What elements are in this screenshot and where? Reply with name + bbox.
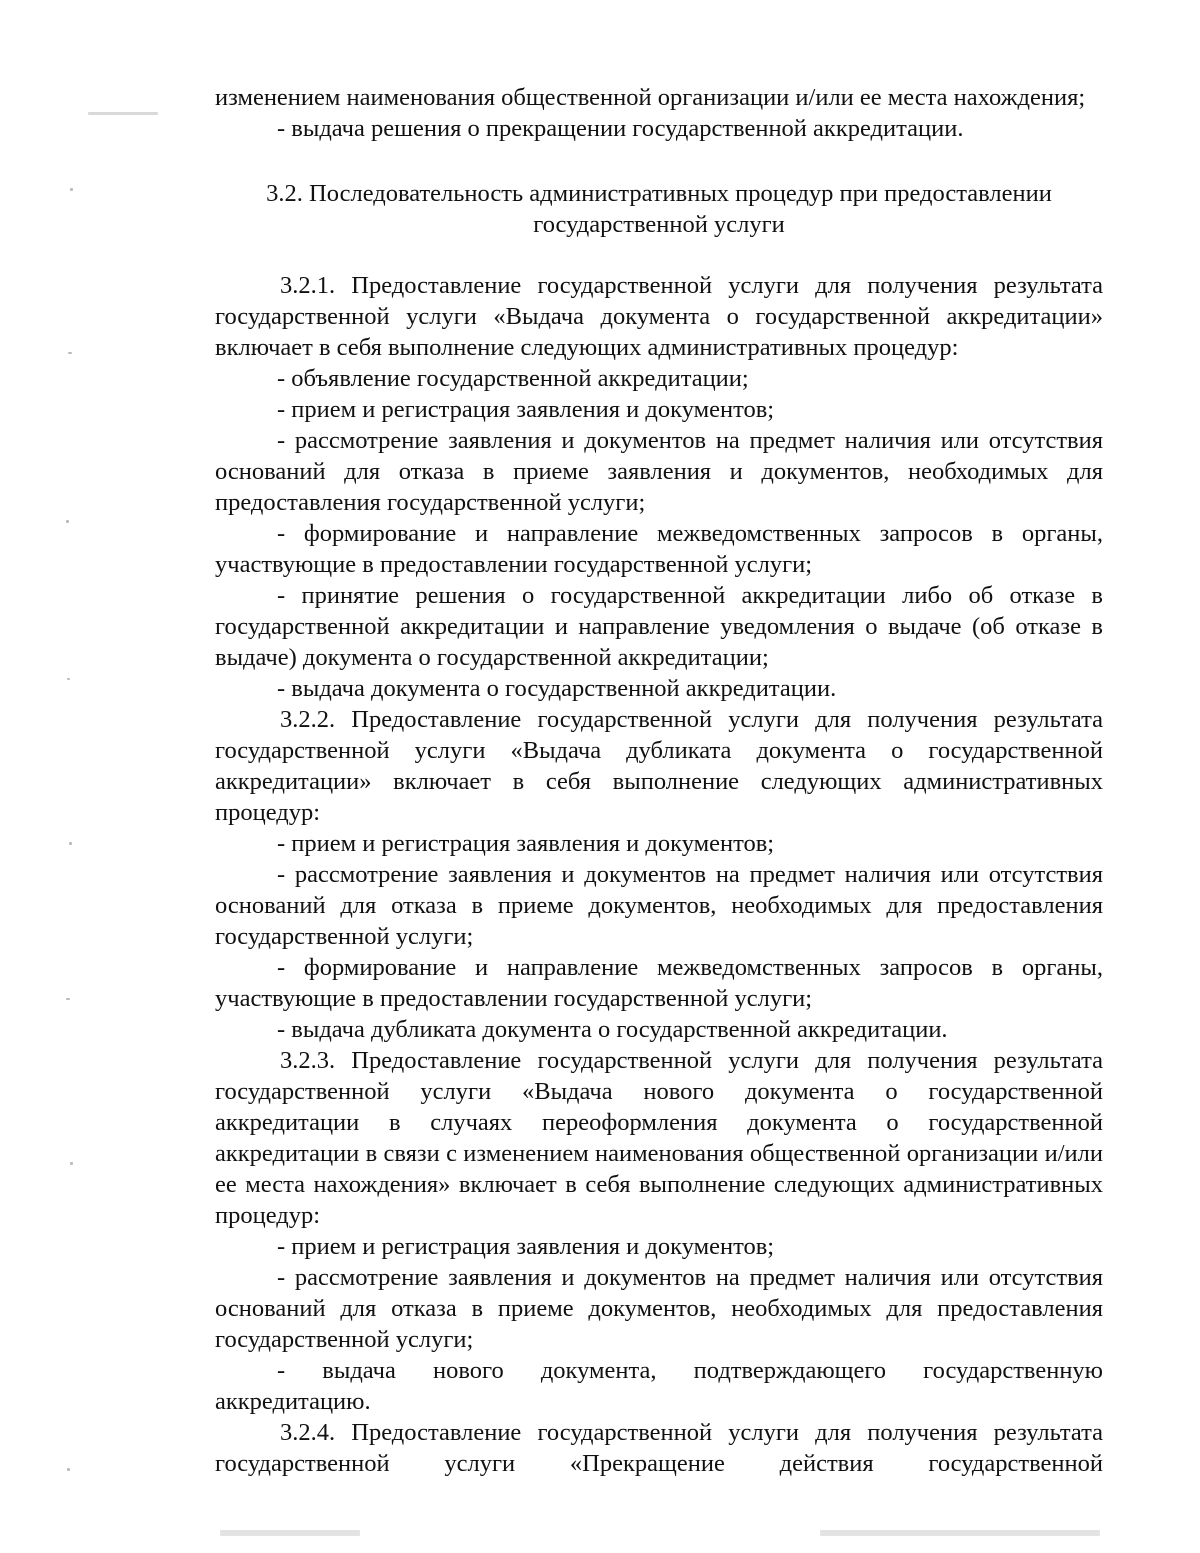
list-item: - выдача решения о прекращении государственной аккредитации. <box>277 115 964 142</box>
scan-speck <box>66 520 69 523</box>
section-heading-line: государственной услуги <box>533 211 785 238</box>
scan-speck <box>68 352 72 354</box>
paragraph-continuation: изменением наименования общественной организации и/или ее места нахождения; <box>215 84 1086 111</box>
scan-speck <box>67 1468 70 1471</box>
paragraph-3-2-3: 3.2.3. Предоставление государственной услуги для получения результата государственной услуги «Выдача нового документа о государственной аккредитации в случаях переоформления документа о государственной аккредитации в связи с изменением наименования общественной организации и/или ее места нахождения» включает в себя выполнение следующих административных процедур: <box>215 1047 1103 1229</box>
list-item: - рассмотрение заявления и документов на предмет наличия или отсутствия оснований для отказа в приеме документов, необходимых для предоставления государственной услуги; <box>215 1264 1103 1353</box>
scan-speck <box>69 842 72 845</box>
list-item: - рассмотрение заявления и документов на предмет наличия или отсутствия оснований для отказа в приеме документов, необходимых для предоставления государственной услуги; <box>215 861 1103 950</box>
list-item: - выдача нового документа, подтверждающего государственную аккредитацию. <box>215 1357 1103 1415</box>
list-item: - выдача дубликата документа о государственной аккредитации. <box>277 1016 948 1043</box>
section-heading-line: 3.2. Последовательность административных процедур при предоставлении <box>266 180 1052 207</box>
list-item: - прием и регистрация заявления и документов; <box>277 1233 775 1260</box>
scan-speck <box>88 112 158 115</box>
document-body <box>215 82 1103 1479</box>
list-item: - выдача документа о государственной аккредитации. <box>277 675 837 702</box>
scan-speck <box>220 1530 360 1536</box>
paragraph-3-2-2: 3.2.2. Предоставление государственной услуги для получения результата государственной услуги «Выдача дубликата документа о государственной аккредитации» включает в себя выполнение следующих административных процедур: <box>215 706 1103 826</box>
list-item: - прием и регистрация заявления и документов; <box>277 396 775 423</box>
list-item: - рассмотрение заявления и документов на предмет наличия или отсутствия оснований для отказа в приеме заявления и документов, необходимых для предоставления государственной услуги; <box>215 427 1103 516</box>
scan-speck <box>67 678 70 680</box>
list-item: - принятие решения о государственной аккредитации либо об отказе в государственной аккредитации и направление уведомления о выдаче (об отказе в выдаче) документа о государственной аккредитации; <box>215 582 1103 671</box>
section-heading <box>215 178 1103 240</box>
scan-speck <box>70 1162 73 1165</box>
paragraph-3-2-1: 3.2.1. Предоставление государственной услуги для получения результата государственной услуги «Выдача документа о государственной аккредитации» включает в себя выполнение следующих административных процедур: <box>215 272 1103 361</box>
list-item: - прием и регистрация заявления и документов; <box>277 830 775 857</box>
paragraph-3-2-4: 3.2.4. Предоставление государственной услуги для получения результата государственной услуги «Прекращение действия государственной <box>215 1419 1103 1477</box>
list-item: - формирование и направление межведомственных запросов в органы, участвующие в предоставлении государственной услуги; <box>215 520 1103 578</box>
scan-speck <box>820 1530 1100 1536</box>
list-item: - объявление государственной аккредитации; <box>277 365 749 392</box>
scan-speck <box>70 188 73 191</box>
scan-speck <box>66 998 70 1000</box>
list-item: - формирование и направление межведомственных запросов в органы, участвующие в предоставлении государственной услуги; <box>215 954 1103 1012</box>
